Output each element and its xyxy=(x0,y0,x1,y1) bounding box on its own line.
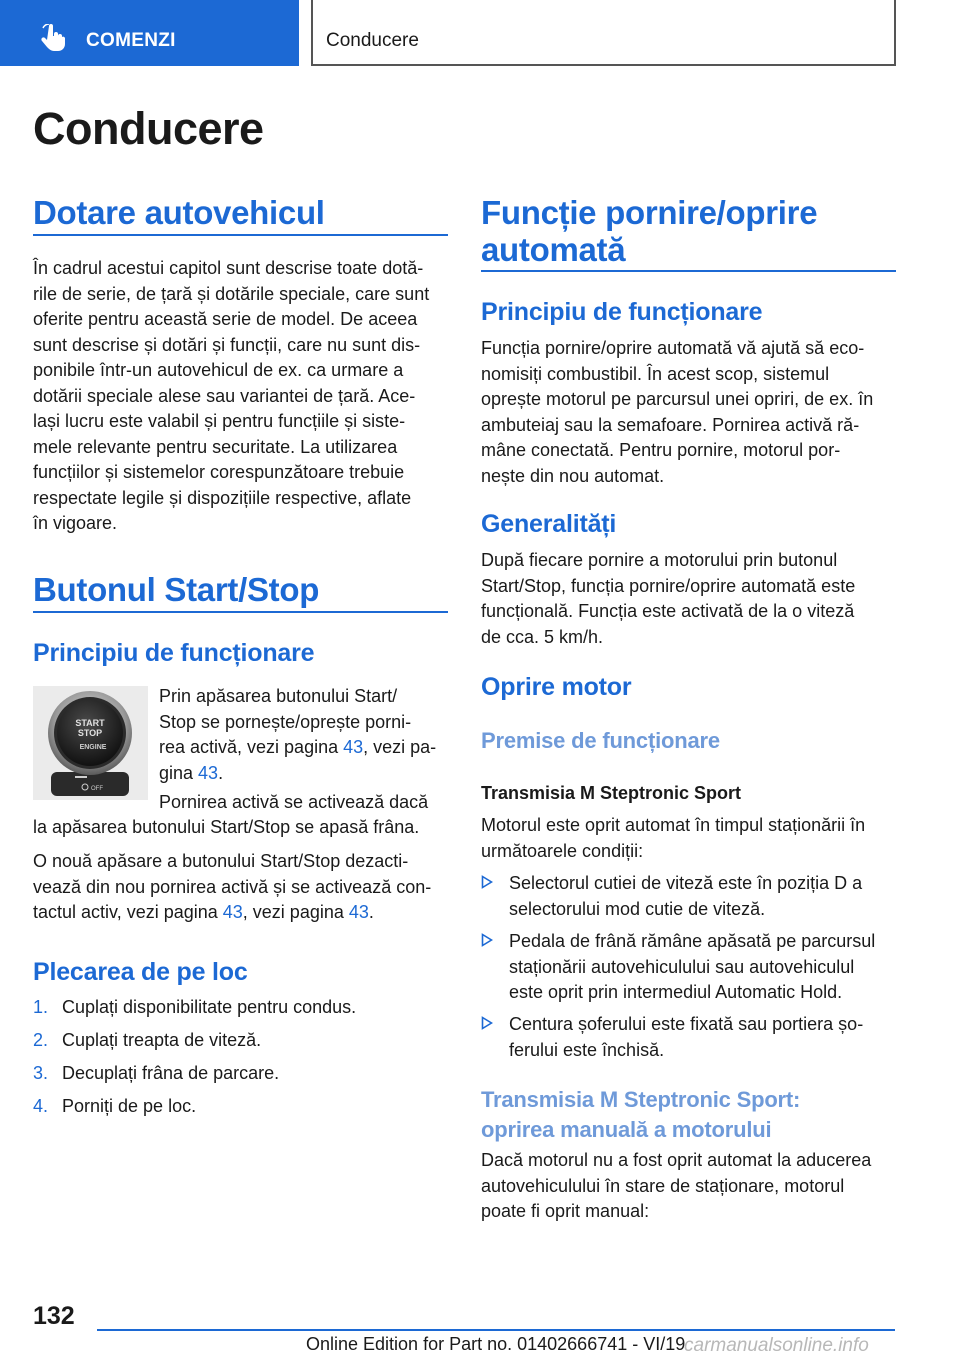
text-line: Dacă motorul nu a fost oprit automat la aducerea xyxy=(481,1150,872,1170)
text-line: la apăsarea butonului Start/Stop se apasă frâna. xyxy=(33,817,420,837)
text-line: vează din nou pornirea activă și se activează con‐ xyxy=(33,876,432,897)
triangle-bullet-icon xyxy=(481,933,493,947)
text-line: autovehiculului în stare de staționare, motorul xyxy=(481,1175,845,1196)
image-label: STOP xyxy=(77,728,103,738)
heading-functie xyxy=(481,194,817,268)
buton-paragraph-2a xyxy=(159,790,459,816)
start-stop-button-illustration xyxy=(33,686,148,800)
start-stop-button-image xyxy=(33,686,148,800)
text-line: În cadrul acestui capitol sunt descrise toate dotă‐ xyxy=(33,258,424,278)
text-line: staționării autovehiculului sau autovehiculul xyxy=(509,956,855,977)
text-line: mâne conectată. Pentru pornire, motorul por‐ xyxy=(481,440,841,460)
step-number: 2. xyxy=(33,1030,49,1050)
text-line: tactul activ, vezi pagina xyxy=(33,902,223,922)
text-line: sunt descrise și dotări și funcții, care nu sunt dis‐ xyxy=(33,334,421,355)
principiu-paragraph xyxy=(481,336,873,489)
text-line: nește din nou automat. xyxy=(481,465,665,486)
text-line: respectate legile și dispozițiile respective, aflate xyxy=(33,487,412,508)
text-line: , vezi pa‐ xyxy=(363,737,437,757)
heading-transmisia: Transmisia M Steptronic Sport xyxy=(481,783,742,803)
heading-dotare: Dotare autovehicul xyxy=(33,194,325,231)
text-line: următoarele condiții: xyxy=(481,840,644,861)
text-line: Start/Stop, funcția pornire/oprire automată este xyxy=(481,575,856,596)
text-line: în vigoare. xyxy=(33,513,118,533)
page-number: 132 xyxy=(33,1302,75,1330)
text-line: oferite pentru această serie de model. De aceea xyxy=(33,309,418,329)
bullet-text xyxy=(509,929,897,1006)
text-line: este oprit prin intermediul Automatic Hold. xyxy=(509,982,843,1002)
text-line: poate fi oprit manual: xyxy=(481,1201,650,1221)
page-link[interactable]: 43 xyxy=(343,737,364,757)
heading-line: Transmisia M Steptronic Sport: xyxy=(481,1087,801,1112)
text-line: funcțională. Funcția este activată de la o viteză xyxy=(481,601,855,621)
heading-oprire-manuala xyxy=(481,1085,800,1145)
bullet-text xyxy=(509,871,897,922)
buton-paragraph-1 xyxy=(159,684,449,786)
text-line: . xyxy=(368,902,374,922)
buton-paragraph-2b xyxy=(33,815,419,841)
step-text: Decuplați frâna de parcare. xyxy=(62,1063,280,1083)
text-line: ferului este închisă. xyxy=(509,1039,665,1060)
text-line: selectorului mod cutie de viteză. xyxy=(509,898,766,919)
step-number: 1. xyxy=(33,997,49,1017)
page-link[interactable]: 43 xyxy=(348,902,369,922)
text-line: rile de serie, de țară și dotările speciale, care sunt xyxy=(33,283,430,304)
oprire-intro xyxy=(481,813,865,864)
text-line: , vezi pagina xyxy=(242,902,349,922)
heading-line: oprirea manuală a motorului xyxy=(481,1117,772,1142)
step-text: Cuplați disponibilitate pentru condus. xyxy=(62,997,357,1017)
text-line: Selectorul cutiei de viteză este în poziția D a xyxy=(509,873,863,893)
buton-paragraph-3 xyxy=(33,849,431,926)
step-number: 3. xyxy=(33,1063,49,1083)
text-line: mele relevante pentru securitate. La utilizarea xyxy=(33,436,398,457)
text-line: Centura șoferului este fixată sau portiera șo‐ xyxy=(509,1014,864,1034)
top-navigation xyxy=(0,0,960,66)
text-line: oprește motorul pe parcursul unei opriri, de ex. în xyxy=(481,389,874,409)
heading-generalitati: Generalități xyxy=(481,510,617,538)
text-line: de cca. 5 km/h. xyxy=(481,626,604,647)
heading-principiu: Principiu de funcționare xyxy=(33,639,315,667)
text-line: rea activă, vezi pagina xyxy=(159,737,344,757)
text-line: O nouă apăsare a butonului Start/Stop dezacti‐ xyxy=(33,851,409,871)
heading-principiu: Principiu de funcționare xyxy=(481,298,763,326)
pointing-hand-icon xyxy=(40,24,66,52)
text-line: Funcția pornire/oprire automată vă ajută să eco‐ xyxy=(481,338,865,358)
text-line: Stop se pornește/oprește porni‐ xyxy=(159,711,412,732)
text-line: După fiecare pornire a motorului prin butonul xyxy=(481,550,838,570)
triangle-bullet-icon xyxy=(481,1016,493,1030)
divider xyxy=(33,611,448,613)
heading-premise: Premise de funcționare xyxy=(481,728,720,753)
image-label: ENGINE xyxy=(79,744,107,751)
text-line: dotării speciale alese sau variantei de țară. Ace‐ xyxy=(33,385,416,406)
heading-line: Funcție pornire/oprire xyxy=(481,194,818,231)
image-label: OFF xyxy=(91,786,103,792)
divider xyxy=(481,270,896,272)
tab-label: COMENZI xyxy=(86,30,176,51)
oprire-manuala-paragraph xyxy=(481,1148,871,1225)
section-label: Conducere xyxy=(326,30,419,51)
text-line: Prin apăsarea butonului Start/ xyxy=(159,686,398,706)
heading-oprire-motor: Oprire motor xyxy=(481,673,632,701)
text-line: ponibile într-un autovehicul de ex. ca urmare a xyxy=(33,360,404,380)
triangle-bullet-icon xyxy=(481,875,493,889)
chapter-title: Conducere xyxy=(33,103,264,154)
text-line: nomisiți combustibil. În acest scop, sistemul xyxy=(481,363,830,384)
page-link[interactable]: 43 xyxy=(222,902,243,922)
footer-divider xyxy=(97,1329,895,1331)
tab-comenzi[interactable] xyxy=(0,0,299,66)
page-link[interactable]: 43 xyxy=(198,762,219,783)
text-line: Pornirea activă se activează dacă xyxy=(159,792,429,812)
heading-line: automată xyxy=(481,231,626,268)
text-line: funcțiilor și sistemelor corespunzătoare trebuie xyxy=(33,462,405,482)
text-line: . xyxy=(218,762,224,783)
step-text: Cuplați treapta de viteză. xyxy=(62,1030,262,1050)
tab-conducere[interactable] xyxy=(311,0,896,66)
dotare-paragraph xyxy=(33,256,429,537)
divider xyxy=(33,234,448,236)
text-line: Motorul este oprit automat în timpul staționării în xyxy=(481,815,866,835)
text-line: gina xyxy=(159,762,199,783)
heading-plecarea: Plecarea de pe loc xyxy=(33,958,248,986)
edition-text: Online Edition for Part no. 01402666741 - VI/19 xyxy=(306,1334,686,1354)
bullet-text xyxy=(509,1012,897,1063)
watermark: carmanualsonline.info xyxy=(684,1335,869,1356)
text-line: ambuteiaj sau la semafoare. Pornirea activă ră‐ xyxy=(481,414,860,435)
text-line: Pedala de frână rămâne apăsată pe parcursul xyxy=(509,931,876,951)
text-line: lași lucru este valabil și pentru funcțiile și siste‐ xyxy=(33,411,406,431)
step-number: 4. xyxy=(33,1096,49,1116)
heading-butonul: Butonul Start/Stop xyxy=(33,571,320,608)
image-label: START xyxy=(75,718,105,728)
generalitati-paragraph xyxy=(481,548,855,650)
step-text: Porniți de pe loc. xyxy=(62,1096,197,1116)
